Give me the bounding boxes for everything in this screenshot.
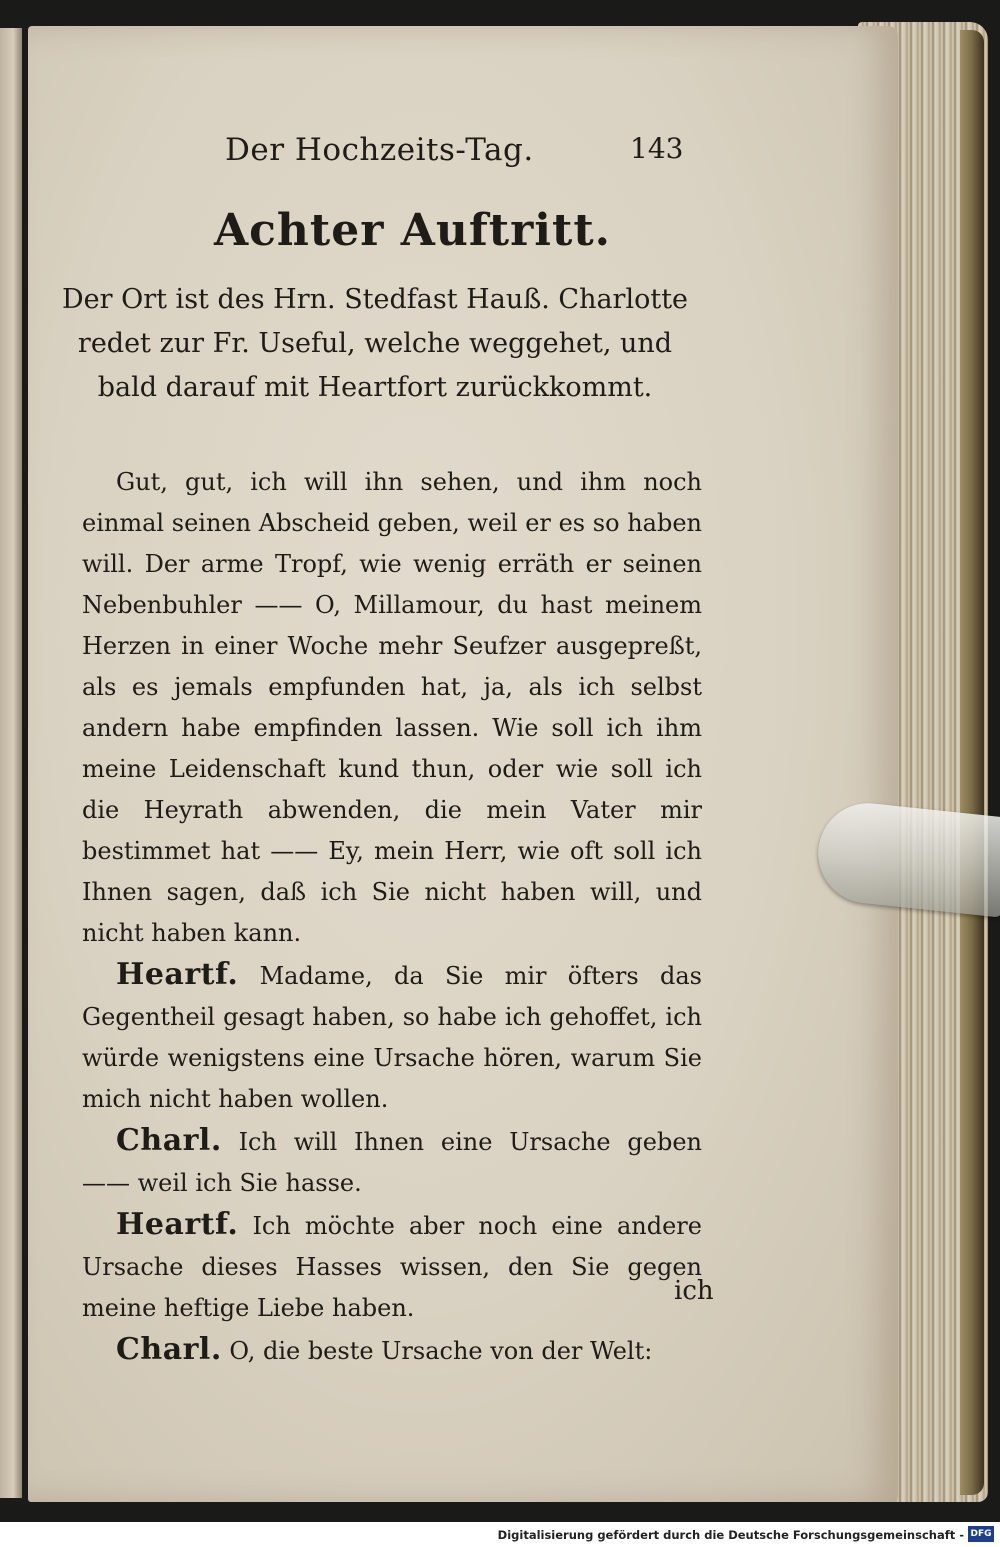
paragraph-text: Madame, da Sie mir öfters das Gegentheil gesagt haben, so habe ich gehoffet, ich würde wenigstens eine Ursache hören, warum Sie mich nicht haben wollen. [82,962,702,1113]
digitization-footer [0,1522,1000,1547]
dialogue-paragraph [82,462,702,954]
speaker-name: Charl. [116,1332,222,1367]
left-page-edge [0,28,22,1498]
dfg-logo: DFG [968,1526,994,1542]
page-number: 143 [630,132,684,165]
paragraph-text: O, die beste Ursache von der Welt: [229,1337,653,1365]
dialogue-paragraph [82,1204,702,1329]
dialogue-paragraph [82,954,702,1120]
dialogue-paragraph [82,1120,702,1204]
footer-credit: Digitalisierung gefördert durch die Deutsche Forschungsgemeinschaft - [497,1528,964,1542]
dialogue-paragraph [82,1329,702,1372]
paragraph-text: Ich will Ihnen eine Ursache geben —— weil ich Sie hasse. [82,1128,702,1197]
scene-title: Achter Auftritt. [214,205,611,256]
paragraph-text: Gut, gut, ich will ihn sehen, und ihm noch einmal seinen Abscheid geben, weil er es so haben will. Der arme Tropf, wie wenig erräth er seinen Nebenbuhler —— O, Millamour, du hast meinem Herzen in einer Woche mehr Seufzer ausgepreßt, als es jemals empfunden hat, ja, als ich selbst andern habe empfinden lassen. Wie soll ich ihm meine Leidenschaft kund thun, oder wie soll ich die Heyrath abwenden, die mein Vater mir bestimmet hat —— Ey, mein Herr, wie oft soll ich Ihnen sagen, daß ich Sie nicht haben will, und nicht haben kann. [82,468,702,947]
running-title: Der Hochzeits-Tag. [225,132,534,168]
speaker-name: Heartf. [116,1207,239,1242]
speaker-name: Heartf. [116,957,239,992]
book-cover-edge [960,30,984,1495]
paragraph-text: Ich möchte aber noch eine andere Ursache dieses Hasses wissen, den Sie gegen meine heftige Liebe haben. [82,1212,702,1322]
speaker-name: Charl. [116,1123,222,1158]
catchword: ich [674,1276,714,1306]
stage-direction: Der Ort ist des Hrn. Stedfast Hauß. Charlotte redet zur Fr. Useful, welche weggehet, und bald darauf mit Heartfort zurückkommt. [61,284,689,403]
dialogue-body [82,462,702,1372]
